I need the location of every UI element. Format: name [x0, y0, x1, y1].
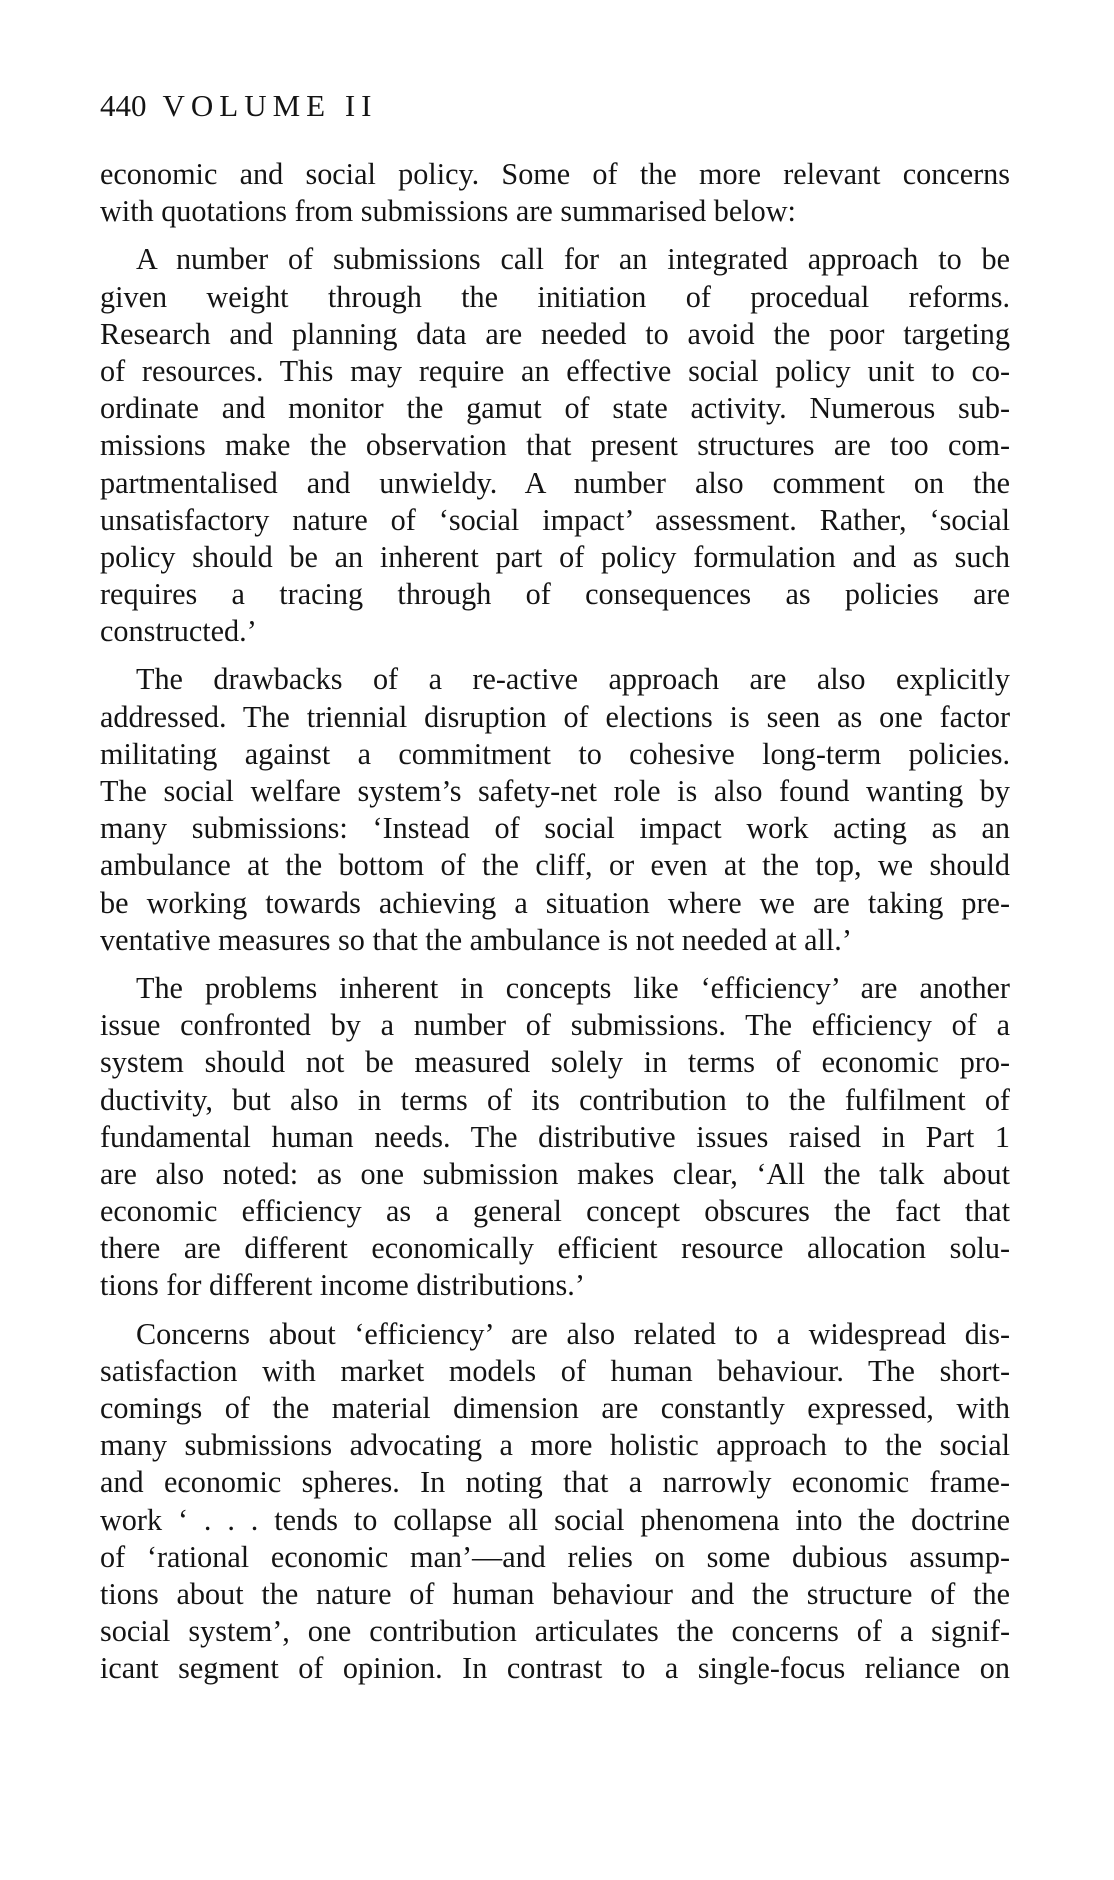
text-line: comings of the material dimension are constantly expressed, with [100, 1391, 1010, 1425]
text-line: work ‘ . . . tends to collapse all social phenomena into the doctrine [100, 1502, 1010, 1537]
text-line: fundamental human needs. The distributive issues raised in Part 1 [100, 1119, 1010, 1154]
paragraph-efficiency-problems [100, 970, 1010, 1305]
text-line: of ‘rational economic man’—and relies on some dubious assump- [100, 1539, 1010, 1574]
text-line: icant segment of opinion. In contrast to a single-focus reliance on [100, 1651, 1010, 1686]
text-line: militating against a commitment to cohesive long-term policies. [100, 736, 1010, 771]
text-line: be working towards achieving a situation where we are taking pre- [100, 885, 1010, 920]
text-line: requires a tracing through of consequences as policies are [100, 577, 1010, 612]
text-line: economic efficiency as a general concept obscures the fact that [100, 1194, 1010, 1229]
text-line: of resources. This may require an effective social policy unit to co- [100, 353, 1010, 388]
text-line: economic and social policy. Some of the more relevant concerns [100, 157, 1010, 191]
text-line: ductivity, but also in terms of its contribution to the fulfilment of [100, 1082, 1010, 1117]
running-head [100, 88, 378, 124]
volume-label: VOLUME II [162, 88, 378, 123]
text-line: missions make the observation that present structures are too com- [100, 428, 1010, 463]
text-line: policy should be an inherent part of policy formulation and as such [100, 539, 1010, 574]
text-line: are also noted: as one submission makes clear, ‘All the talk about [100, 1156, 1010, 1191]
text-line: there are different economically efficient resource allocation solu- [100, 1231, 1010, 1266]
paragraph-market-models [100, 1316, 1010, 1688]
text-line: with quotations from submissions are summarised below: [100, 194, 796, 229]
text-line: many submissions advocating a more holistic approach to the social [100, 1428, 1010, 1463]
text-line: social system’, one contribution articulates the concerns of a signif- [100, 1614, 1010, 1649]
text-line: tions for different income distributions.’ [100, 1268, 585, 1303]
text-line: A number of submissions call for an integrated approach to be [136, 242, 1010, 277]
text-line: ventative measures so that the ambulance is not needed at all.’ [100, 922, 852, 957]
text-line: many submissions: ‘Instead of social impact work acting as an [100, 811, 1010, 846]
text-line: The social welfare system’s safety-net role is also found wanting by [100, 774, 1010, 808]
text-line: ordinate and monitor the gamut of state activity. Numerous sub- [100, 391, 1010, 426]
text-line: issue confronted by a number of submissions. The efficiency of a [100, 1008, 1010, 1043]
page-number: 440 [100, 88, 147, 123]
text-line: given weight through the initiation of procedual reforms. [100, 279, 1010, 314]
text-line: The drawbacks of a re-active approach are also explicitly [136, 662, 1010, 697]
text-line: Research and planning data are needed to avoid the poor targeting [100, 316, 1010, 351]
text-line: Concerns about ‘efficiency’ are also related to a widespread dis- [136, 1316, 1010, 1351]
text-line: tions about the nature of human behaviour and the structure of the [100, 1576, 1010, 1611]
paragraph-reactive-approach [100, 661, 1010, 959]
text-line: unsatisfactory nature of ‘social impact’ assessment. Rather, ‘social [100, 502, 1010, 537]
paragraph-integrated-approach [100, 241, 1010, 650]
text-line: ambulance at the bottom of the cliff, or even at the top, we should [100, 848, 1010, 883]
text-line: The problems inherent in concepts like ‘efficiency’ are another [136, 970, 1010, 1005]
text-line: satisfaction with market models of human behaviour. The short- [100, 1353, 1010, 1388]
text-line: constructed.’ [100, 614, 257, 649]
text-line: system should not be measured solely in terms of economic pro- [100, 1045, 1010, 1080]
paragraph-intro [100, 156, 1010, 230]
text-line: partmentalised and unwieldy. A number also comment on the [100, 465, 1010, 500]
text-line: and economic spheres. In noting that a narrowly economic frame- [100, 1465, 1010, 1500]
text-line: addressed. The triennial disruption of elections is seen as one factor [100, 699, 1010, 734]
body-text [100, 156, 1010, 1688]
